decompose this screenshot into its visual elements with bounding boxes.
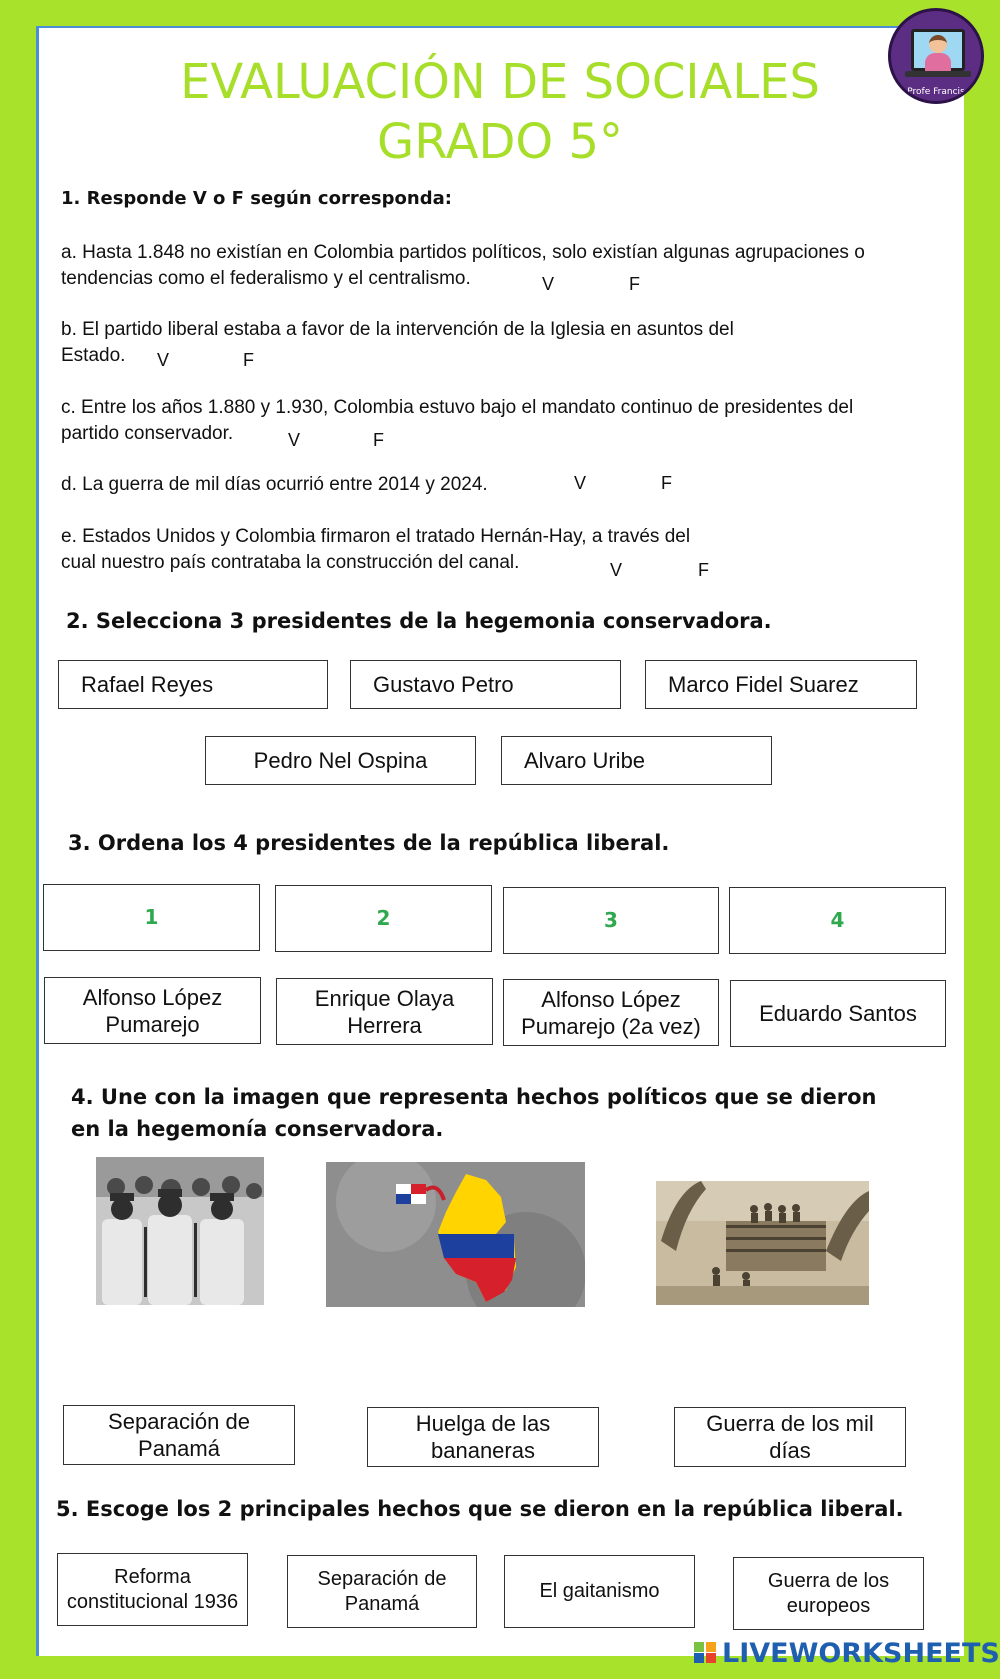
- q1-item-e-line1: e. Estados Unidos y Colombia firmaron el tratado Hernán-Hay, a través del: [61, 526, 691, 547]
- logo-text: Profe Francis: [907, 87, 965, 97]
- label-line: días: [769, 1438, 811, 1463]
- photo-soldiers[interactable]: [96, 1157, 264, 1305]
- q1-a-true-option[interactable]: V: [542, 274, 555, 294]
- q4-label-separacion-panama[interactable]: [63, 1405, 295, 1465]
- profe-francis-logo: [888, 8, 984, 104]
- option-line: europeos: [786, 1594, 871, 1617]
- soldiers-image: [96, 1157, 264, 1305]
- q5-heading: 5. Escoge los 2 principales hechos que se dieron en la república liberal.: [56, 1497, 904, 1521]
- q3-slot-1[interactable]: [43, 884, 260, 951]
- option-line: Separación de: [317, 1567, 447, 1590]
- q1-item-c-line2: partido conservador.: [61, 423, 234, 444]
- laptop-base: [905, 71, 971, 77]
- q5-option-reforma-constitucional[interactable]: [57, 1553, 248, 1626]
- label-line: Panamá: [138, 1436, 220, 1461]
- photo-colombia-map[interactable]: [326, 1162, 585, 1307]
- q1-d-false-option[interactable]: F: [661, 473, 672, 493]
- q1-item-b-line2: Estado.: [61, 345, 126, 366]
- label-line: bananeras: [431, 1438, 535, 1463]
- name-line: Pumarejo: [105, 1011, 200, 1037]
- q1-b-true-option[interactable]: V: [157, 350, 170, 370]
- title-line-2: GRADO 5°: [377, 114, 623, 170]
- q3-slot-number: 2: [376, 906, 391, 930]
- q1-item-b-line1: b. El partido liberal estaba a favor de la intervención de la Iglesia en asuntos del: [61, 319, 734, 340]
- q5-option-guerra-europeos[interactable]: [733, 1557, 924, 1630]
- q2-option-alvaro-uribe[interactable]: Alvaro Uribe: [501, 736, 772, 785]
- q1-d-true-option[interactable]: V: [574, 473, 587, 493]
- name-line: Alfonso López: [82, 984, 223, 1010]
- q4-label-huelga-bananeras[interactable]: [367, 1407, 599, 1467]
- label-line: Guerra de los mil: [706, 1411, 874, 1436]
- liveworksheets-brand: LIVEWORKSHEETS: [722, 1638, 1000, 1669]
- q3-name-alfonso-lopez-2[interactable]: [503, 979, 719, 1046]
- photo-banana-strike[interactable]: [656, 1181, 869, 1305]
- q1-item-c-line1: c. Entre los años 1.880 y 1.930, Colombia estuvo bajo el mandato continuo de presidentes del: [61, 397, 854, 418]
- q1-item-e-line2: cual nuestro país contrataba la construcción del canal.: [61, 552, 520, 573]
- q3-slot-2[interactable]: [275, 885, 492, 952]
- q2-option-pedro-nel-ospina[interactable]: Pedro Nel Ospina: [205, 736, 476, 785]
- q2-option-gustavo-petro[interactable]: Gustavo Petro: [350, 660, 621, 709]
- q3-heading: 3. Ordena los 4 presidentes de la república liberal.: [68, 831, 670, 855]
- option-line: Reforma: [114, 1565, 191, 1588]
- q4-label-guerra-mil-dias[interactable]: [674, 1407, 906, 1467]
- q4-heading-line2: en la hegemonía conservadora.: [71, 1117, 444, 1141]
- liveworksheets-logo-icon: [694, 1640, 718, 1664]
- q3-slot-number: 3: [604, 908, 618, 932]
- banana-strike-image: [656, 1181, 869, 1305]
- label-line: Separación de: [108, 1409, 250, 1434]
- name-line: Enrique Olaya: [314, 985, 455, 1011]
- option-line: constitucional 1936: [66, 1590, 239, 1613]
- q5-option-separacion-panama[interactable]: [287, 1555, 477, 1628]
- name-line: Alfonso López: [541, 986, 681, 1012]
- q4-heading-line1: 4. Une con la imagen que representa hechos políticos que se dieron: [71, 1085, 877, 1109]
- teacher-avatar-icon: [929, 35, 947, 53]
- q1-item-d-line1: d. La guerra de mil días ocurrió entre 2014 y 2024.: [61, 474, 488, 495]
- q1-heading: 1. Responde V o F según corresponda:: [61, 188, 452, 209]
- q1-a-false-option[interactable]: F: [629, 274, 640, 294]
- q2-option-marco-fidel-suarez[interactable]: Marco Fidel Suarez: [645, 660, 917, 709]
- q1-b-false-option[interactable]: F: [243, 350, 254, 370]
- colombia-map-image: [326, 1162, 585, 1307]
- q1-item-a-line2: tendencias como el federalismo y el centralismo.: [61, 268, 471, 289]
- q3-slot-number: 4: [830, 908, 845, 932]
- q1-e-true-option[interactable]: V: [610, 560, 623, 580]
- label-line: Huelga de las: [415, 1411, 551, 1436]
- avatar-body: [925, 53, 951, 71]
- q1-e-false-option[interactable]: F: [698, 560, 709, 580]
- q1-c-true-option[interactable]: V: [288, 430, 301, 450]
- q3-name-enrique-olaya[interactable]: [276, 978, 493, 1045]
- option-line: Panamá: [344, 1592, 420, 1615]
- q3-name-alfonso-lopez[interactable]: [44, 977, 261, 1044]
- name-line: Herrera: [347, 1012, 422, 1038]
- q1-c-false-option[interactable]: F: [373, 430, 384, 450]
- q3-name-eduardo-santos[interactable]: Eduardo Santos: [730, 980, 946, 1047]
- q3-slot-number: 1: [144, 905, 159, 929]
- q3-slot-4[interactable]: [729, 887, 946, 954]
- title-line-1: EVALUACIÓN DE SOCIALES: [180, 54, 820, 110]
- q2-option-rafael-reyes[interactable]: Rafael Reyes: [58, 660, 328, 709]
- q1-item-a-line1: a. Hasta 1.848 no existían en Colombia partidos políticos, solo existían algunas agrupaciones o: [61, 242, 865, 263]
- q2-heading: 2. Selecciona 3 presidentes de la hegemonia conservadora.: [66, 609, 772, 633]
- q3-slot-3[interactable]: [503, 887, 719, 954]
- option-line: Guerra de los: [767, 1569, 890, 1592]
- name-line: Pumarejo (2a vez): [521, 1013, 701, 1039]
- q5-option-gaitanismo[interactable]: El gaitanismo: [504, 1555, 695, 1628]
